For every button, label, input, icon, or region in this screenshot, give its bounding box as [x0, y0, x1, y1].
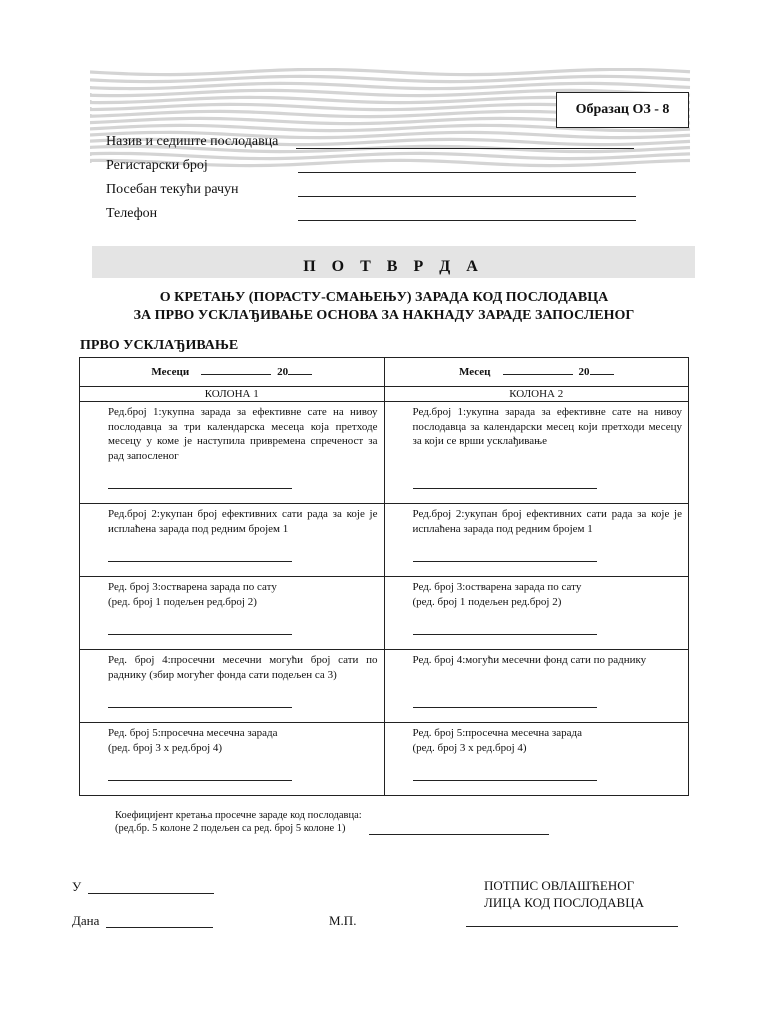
- employer-name-line[interactable]: [296, 148, 634, 149]
- row-3-col-2-line: [413, 634, 597, 635]
- row-4-col-2-line: [413, 707, 597, 708]
- signature-title-line-1: ПОТПИС ОВЛАШЋЕНОГ: [484, 878, 635, 893]
- row-1-col-1[interactable]: [80, 402, 385, 504]
- form-code-label: Образац ОЗ - 8: [575, 102, 670, 117]
- row-1-col-1-line: [108, 488, 292, 489]
- month-left-label: Месеци: [151, 365, 190, 378]
- signature-line[interactable]: [466, 926, 678, 927]
- row-3-col-2-text: Ред. број 3:остварена зарада по сату (ред. број 1 подељен ред.број 2): [412, 581, 582, 608]
- section-label: ПРВО УСКЛАЂИВАЊЕ: [80, 338, 239, 353]
- row-3-col-1[interactable]: [80, 577, 385, 650]
- row-5-col-1-line: [108, 780, 292, 781]
- wave-stripe: [90, 69, 690, 74]
- date-label: Дана: [72, 913, 100, 928]
- coefficient-value-line[interactable]: [369, 834, 549, 835]
- row-2-col-2-text: Ред.број 2:укупан број ефективних сати рада за које је исплаћена зарада под редним бројем 1: [412, 508, 682, 535]
- subtitle-line-2: ЗА ПРВО УСКЛАЂИВАЊЕ ОСНОВА ЗА НАКНАДУ ЗАРАДЕ ЗАПОСЛЕНОГ: [133, 308, 635, 323]
- row-2-col-1-text: Ред.број 2:укупан број ефективних сати рада за које је исплаћена зарада под редним бројем 1: [108, 508, 378, 535]
- column-1-header: КОЛОНА 1: [80, 387, 385, 402]
- wave-stripe: [90, 76, 690, 81]
- row-4-col-1-text: Ред. број 4:просечни месечни могући број сати по раднику (збир могућег фонда сати подељен са 3): [108, 654, 378, 681]
- row-3-col-2[interactable]: [384, 577, 689, 650]
- wave-stripe: [90, 83, 690, 88]
- form-code-box: [556, 92, 689, 128]
- phone-label: Телефон: [106, 206, 158, 221]
- signature-title-line-2: ЛИЦА КОД ПОСЛОДАВЦА: [484, 895, 644, 910]
- bank-account-line[interactable]: [298, 196, 636, 197]
- subtitle-line-1: О КРЕТАЊУ (ПОРАСТУ-СМАЊЕЊУ) ЗАРАДА КОД ПОСЛОДАВЦА: [159, 290, 609, 305]
- row-1-col-2-text: Ред.број 1:укупна зарада за ефективне сате на нивоу послодавца за календарски месец који претходи месецу за који се врши усклађивање: [412, 406, 682, 447]
- row-1-col-2[interactable]: [384, 402, 689, 504]
- date-line[interactable]: [106, 927, 213, 928]
- month-right-label: Месец: [459, 365, 491, 378]
- document-title: П О Т В Р Д А: [303, 258, 484, 275]
- year-prefix-right: 20: [578, 365, 590, 378]
- row-1-col-1-text: Ред.број 1:укупна зарада за ефективне сате на нивоу послодавца за три календарска месеца која претходе месецу у коме је наступила привремена спреченост за рад запосленог: [108, 406, 378, 462]
- bank-account-label: Посебан текући рачун: [106, 182, 239, 197]
- month-cell-left[interactable]: [80, 358, 385, 387]
- year-prefix-left: 20: [277, 365, 289, 378]
- registration-number-label: Регистарски број: [106, 158, 208, 173]
- coefficient-label: Коефицијент кретања просечне зараде код послодавца:: [115, 810, 362, 821]
- phone-line[interactable]: [298, 220, 636, 221]
- row-5-col-2[interactable]: [384, 723, 689, 796]
- row-5-col-2-line: [413, 780, 597, 781]
- row-5-col-2-text: Ред. број 5:просечна месечна зарада (ред. број 3 х ред.број 4): [412, 727, 582, 754]
- column-2-header: КОЛОНА 2: [384, 387, 689, 402]
- row-4-col-2-text: Ред. број 4:могући месечни фонд сати по раднику: [412, 654, 647, 666]
- row-3-col-1-text: Ред. број 3:остварена зарада по сату (ред. број 1 подељен ред.број 2): [108, 581, 277, 608]
- month-cell-right[interactable]: [384, 358, 689, 387]
- row-5-col-1[interactable]: [80, 723, 385, 796]
- place-line[interactable]: [88, 893, 214, 894]
- row-2-col-1[interactable]: [80, 504, 385, 577]
- coefficient-formula: (ред.бр. 5 колоне 2 подељен са ред. број 5 колоне 1): [115, 823, 346, 834]
- row-5-col-1-text: Ред. број 5:просечна месечна зарада (ред. број 3 х ред.број 4): [108, 727, 278, 754]
- employer-name-label: Назив и седиште послодавца: [106, 134, 279, 149]
- registration-number-line[interactable]: [298, 172, 636, 173]
- adjustment-table: [79, 357, 689, 796]
- row-4-col-1[interactable]: [80, 650, 385, 723]
- row-2-col-2[interactable]: [384, 504, 689, 577]
- row-1-col-2-line: [413, 488, 597, 489]
- place-label: У: [72, 879, 82, 894]
- stamp-label: М.П.: [329, 913, 357, 928]
- row-4-col-1-line: [108, 707, 292, 708]
- row-2-col-1-line: [108, 561, 292, 562]
- row-3-col-1-line: [108, 634, 292, 635]
- row-2-col-2-line: [413, 561, 597, 562]
- row-4-col-2[interactable]: [384, 650, 689, 723]
